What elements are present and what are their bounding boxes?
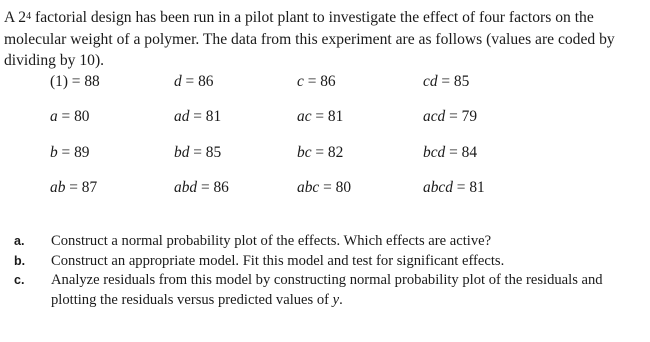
treatment-cell (50, 179, 97, 197)
equals-sign: = (311, 108, 328, 125)
treatment-value: 80 (335, 179, 352, 196)
intro-text-rest: factorial design has been run in a pilot plant to investigate the effect of four factors on the molecular weight of a polymer. The data from this experiment are as follows (values are coded by dividing by 10). (4, 9, 615, 69)
treatment-value: 87 (81, 179, 98, 196)
equals-sign: = (437, 73, 454, 90)
treatment-cell (423, 179, 485, 197)
treatment-cell (423, 108, 477, 126)
treatment-label: cd (423, 73, 438, 90)
treatment-value: 86 (213, 179, 229, 196)
task-text-b: Construct an appropriate model. Fit this model and test for significant effects. (51, 252, 505, 269)
treatment-cell (423, 73, 469, 91)
treatment-value: 86 (198, 73, 214, 90)
treatment-cell (297, 73, 336, 91)
equals-sign: = (57, 108, 75, 125)
treatment-value: 79 (461, 108, 478, 125)
equals-sign: = (445, 144, 462, 161)
equals-sign: = (65, 179, 82, 196)
treatment-cell (297, 108, 343, 126)
task-text-c-start: Analyze residuals from this model by constructing normal probability plot of the residuals and plotting the residuals versus predicted values of (51, 272, 603, 308)
treatment-cell (50, 73, 100, 91)
problem-intro (4, 7, 644, 72)
treatment-label: abc (297, 179, 320, 196)
task-text-a: Construct a normal probability plot of the effects. Which effects are active? (51, 233, 492, 249)
treatment-label: bc (297, 144, 312, 161)
equals-sign: = (452, 179, 470, 196)
treatment-value: 81 (327, 108, 344, 125)
task-marker-c: c. (14, 273, 25, 288)
treatment-value: 88 (84, 73, 100, 90)
treatment-label: abcd (423, 179, 453, 196)
intro-exponent: 4 (26, 11, 32, 22)
treatment-cell (174, 144, 221, 162)
treatment-label: c (297, 73, 304, 90)
equals-sign: = (57, 144, 75, 161)
treatment-label: ac (297, 108, 312, 125)
treatment-value: 85 (205, 144, 222, 161)
task-marker-b: b. (14, 253, 26, 268)
treatment-label: bd (174, 144, 190, 161)
treatment-cell (174, 179, 229, 197)
treatment-label: bcd (423, 144, 446, 161)
equals-sign: = (319, 179, 336, 196)
task-item-a (14, 232, 644, 252)
treatment-label: ad (174, 108, 190, 125)
treatment-cell (50, 144, 89, 162)
treatment-value: 86 (320, 73, 336, 90)
equals-sign: = (445, 108, 462, 125)
treatment-cell (174, 108, 221, 126)
treatment-cell (297, 144, 343, 162)
intro-text-start: A 2 (4, 9, 27, 26)
treatment-label: abd (174, 179, 198, 196)
treatment-value: 80 (74, 108, 90, 125)
task-text-c (51, 272, 603, 308)
treatment-value: 89 (74, 144, 90, 161)
treatment-label: ab (50, 179, 66, 196)
equals-sign: = (197, 179, 214, 196)
treatment-cell (423, 144, 477, 162)
task-item-c (14, 271, 644, 310)
equals-sign: = (303, 73, 321, 90)
treatment-value: 82 (327, 144, 344, 161)
treatment-label: a (50, 108, 58, 125)
treatment-label: acd (423, 108, 446, 125)
task-list (14, 232, 644, 310)
treatment-label: d (174, 73, 182, 90)
treatment-value: 81 (205, 108, 222, 125)
treatment-cell (174, 73, 213, 91)
treatment-label: (1) (50, 73, 68, 90)
treatment-cell (50, 108, 89, 126)
task-marker-a: a. (14, 234, 25, 248)
treatment-data-grid (0, 73, 650, 203)
task-text-c-end: . (339, 291, 343, 308)
equals-sign: = (189, 144, 206, 161)
equals-sign: = (181, 73, 199, 90)
task-text-c-variable: y (332, 291, 340, 308)
equals-sign: = (189, 108, 206, 125)
treatment-label: b (50, 144, 58, 161)
task-item-b (14, 252, 644, 272)
treatment-value: 84 (461, 144, 478, 161)
treatment-cell (297, 179, 351, 197)
equals-sign: = (311, 144, 328, 161)
treatment-value: 81 (469, 179, 485, 196)
treatment-value: 85 (453, 73, 470, 90)
equals-sign: = (67, 73, 85, 90)
